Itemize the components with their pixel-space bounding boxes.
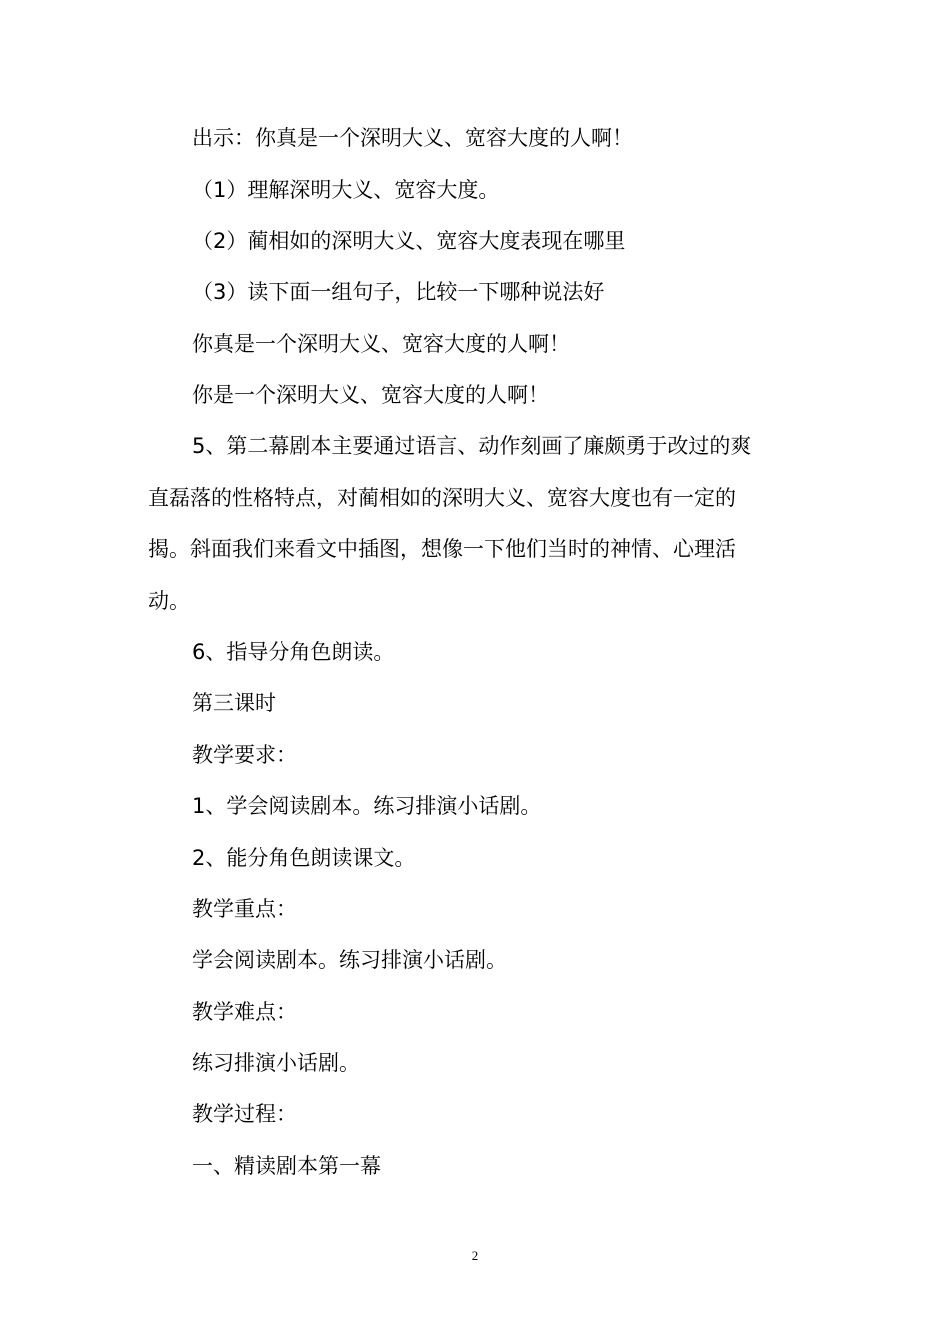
page-number: 2 [471, 1248, 479, 1263]
text-line-item-3: （3）读下面一组句子，比较一下哪种说法好 [192, 280, 605, 304]
requirement-item-1: 1、学会阅读剧本。练习排演小话剧。 [192, 794, 542, 818]
paragraph-5-line-3: 揭。斜面我们来看文中插图，想像一下他们当时的神情、心理活 [148, 537, 736, 561]
paragraph-5-line-4: 动。 [148, 589, 190, 613]
heading-teaching-difficulty: 教学难点： [192, 1000, 297, 1024]
text-line-item-2: （2）蔺相如的深明大义、宽容大度表现在哪里 [192, 229, 626, 253]
text-line-sentence-a: 你真是一个深明大义、宽容大度的人啊！ [192, 332, 570, 356]
heading-teaching-process: 教学过程： [192, 1102, 297, 1126]
text-line-show: 出示：你真是一个深明大义、宽容大度的人啊！ [192, 126, 633, 150]
text-line-step-6: 6、指导分角色朗读。 [192, 640, 395, 664]
text-line-item-1: （1）理解深明大义、宽容大度。 [192, 178, 500, 202]
heading-teaching-focus: 教学重点： [192, 897, 297, 921]
text-line-difficulty: 练习排演小话剧。 [192, 1051, 360, 1075]
paragraph-5-line-1: 5、第二幕剧本主要通过语言、动作刻画了廉颇勇于改过的爽 [192, 434, 752, 458]
paragraph-5-line-2: 直磊落的性格特点，对蔺相如的深明大义、宽容大度也有一定的 [148, 486, 736, 510]
section-heading-third-lesson: 第三课时 [192, 691, 276, 715]
heading-teaching-requirements: 教学要求： [192, 743, 297, 767]
requirement-item-2: 2、能分角色朗读课文。 [192, 846, 416, 870]
text-line-process-step-1: 一、精读剧本第一幕 [192, 1154, 381, 1178]
text-line-focus: 学会阅读剧本。练习排演小话剧。 [192, 948, 507, 972]
text-line-sentence-b: 你是一个深明大义、宽容大度的人啊！ [192, 383, 549, 407]
